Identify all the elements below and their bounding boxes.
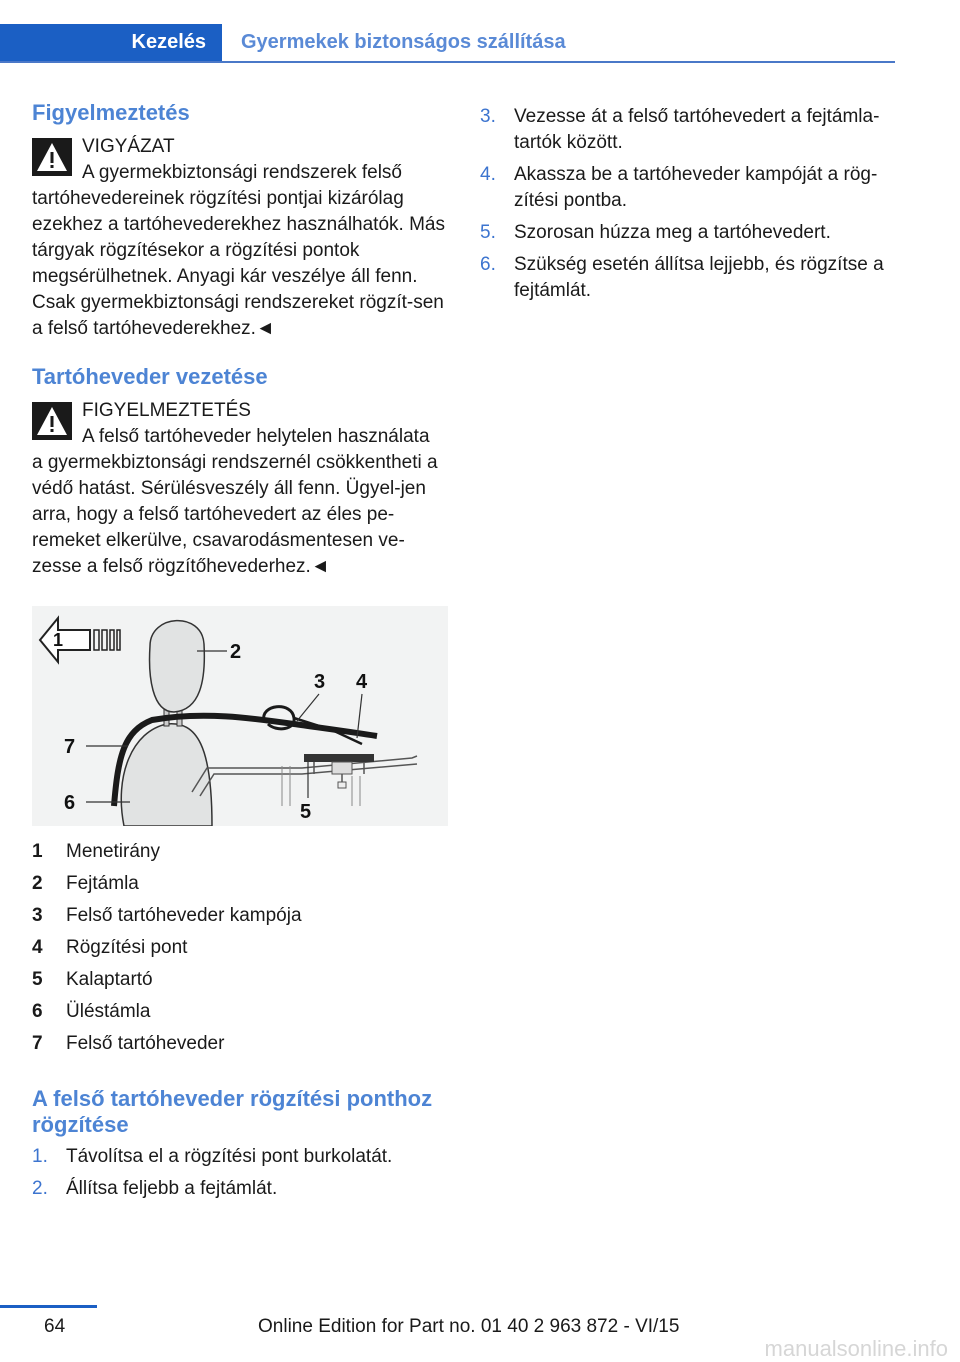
legend-item: 7 Felső tartóheveder bbox=[32, 1033, 225, 1054]
step-item: 6. Szükség esetén állítsa lejjebb, és rögzítse a fejtámlát. bbox=[480, 254, 884, 301]
callout-5: 5 bbox=[300, 801, 312, 823]
warning-block bbox=[32, 398, 448, 580]
watermark: manualsonline.info bbox=[764, 1336, 948, 1361]
callout-6: 6 bbox=[64, 792, 76, 814]
callout-4: 4 bbox=[356, 671, 368, 693]
warning-body: a gyermekbiztonsági rendszernél csökkentheti a védő hatást. Sérülésveszély áll fenn. Ügyel-jen arra, hogy a felső tartóhevedert az éles pe-remeket elkerülve, csavarodásmentesen ve-zesse a felső rögzítőhevederhez.◄ bbox=[32, 452, 438, 577]
step-item: 5. Szorosan húzza meg a tartóhevedert. bbox=[480, 222, 831, 243]
footer-rule bbox=[0, 1305, 97, 1308]
step-item: 3. Vezesse át a felső tartóhevedert a fejtámla-tartók között. bbox=[480, 106, 880, 153]
callout-1: 1 bbox=[53, 630, 64, 650]
steps-list-left bbox=[32, 1144, 448, 1202]
chapter-title: Gyermekek biztonságos szállítása bbox=[241, 31, 566, 53]
callout-2: 2 bbox=[230, 641, 242, 663]
warning-triangle-icon bbox=[32, 138, 72, 176]
headrest-strap-diagram bbox=[32, 606, 448, 826]
step-item: 4. Akassza be a tartóheveder kampóját a rög-zítési pontba. bbox=[480, 164, 878, 211]
legend-item: 3 Felső tartóheveder kampója bbox=[32, 905, 302, 926]
step-item: 2. Állítsa feljebb a fejtámlát. bbox=[32, 1178, 278, 1199]
warning-label: FIGYELMEZTETÉS bbox=[82, 400, 251, 421]
caution-block bbox=[32, 134, 448, 342]
caution-label: VIGYÁZAT bbox=[82, 136, 175, 157]
steps-list-right bbox=[480, 104, 896, 304]
legend-item: 4 Rögzítési pont bbox=[32, 937, 188, 958]
caution-body: tartóhevedereinek rögzítési pontjai kizárólag ezekhez a tartóhevederekhez használhatók. Más tárgyak rögzítésekor a rögzítési pontok megsérülhetnek. Anyagi kár veszélye áll fenn. Csak gyermekbiztonsági rendszereket rögzít-sen a felső tartóhevederekhez.◄ bbox=[32, 188, 445, 339]
heading-figyelmeztetes: Figyelmeztetés bbox=[32, 100, 190, 125]
page-header bbox=[0, 24, 895, 63]
left-column bbox=[32, 100, 448, 1208]
legend-item: 2 Fejtámla bbox=[32, 873, 139, 894]
step-item: 1. Távolítsa el a rögzítési pont burkolatát. bbox=[32, 1146, 393, 1167]
callout-7: 7 bbox=[64, 736, 76, 758]
diagram-illustration bbox=[32, 606, 448, 826]
legend-item: 1 Menetirány bbox=[32, 841, 160, 862]
page-number: 64 bbox=[44, 1316, 66, 1337]
edition-note: Online Edition for Part no. 01 40 2 963 872 - VI/15 bbox=[258, 1316, 680, 1337]
heading-rogzitese: A felső tartóheveder rögzítési ponthoz rögzítése bbox=[32, 1086, 433, 1137]
heading-tartoheveder-vezetese: Tartóheveder vezetése bbox=[32, 364, 268, 389]
callout-3: 3 bbox=[314, 671, 326, 693]
warning-first-line: A felső tartóheveder helytelen használata bbox=[82, 426, 430, 447]
right-column bbox=[480, 100, 896, 310]
legend-item: 6 Üléstámla bbox=[32, 1001, 151, 1022]
caution-first-line: A gyermekbiztonsági rendszerek felső bbox=[82, 162, 402, 183]
legend-item: 5 Kalaptartó bbox=[32, 969, 153, 990]
figure-legend bbox=[32, 836, 448, 1060]
warning-triangle-icon bbox=[32, 402, 72, 440]
section-tab: Kezelés bbox=[0, 24, 222, 61]
